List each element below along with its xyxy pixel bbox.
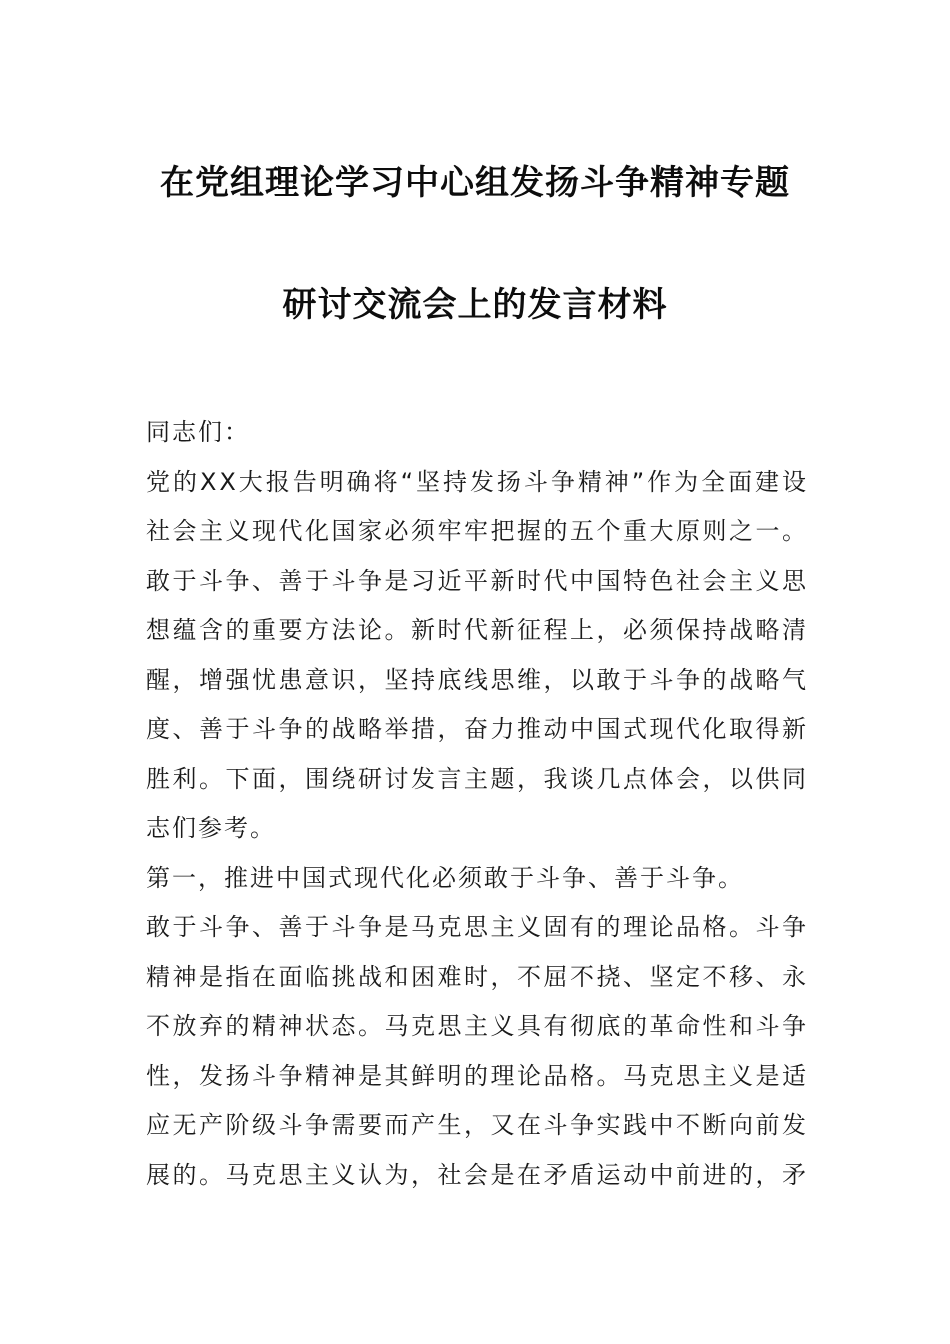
paragraph-line: 醒 ， 增 强 忧 患 意 识 ， 坚 持 底 线 思 维 ， 以 敢 于 斗 争 的 战 略 气 — [146, 665, 806, 694]
paragraph-line: 精 神 是 指 在 面 临 挑 战 和 困 难 时 ， 不 屈 不 挠 、 坚 定 不 移 、 永 — [146, 962, 806, 991]
document-title-line-1: 在党组理论学习中心组发扬斗争精神专题 — [160, 163, 790, 203]
paragraph-line: 不 放 弃 的 精 神 状 态 。 马 克 思 主 义 具 有 彻 底 的 革 命 性 和 斗 争 — [146, 1012, 806, 1040]
paragraph-line: 展 的 。 马 克 思 主 义 认 为 ， 社 会 是 在 矛 盾 运 动 中 前 进 的 ， 矛 — [146, 1160, 806, 1189]
paragraph-line: 社 会 主 义 现 代 化 国 家 必 须 牢 牢 把 握 的 五 个 重 大 原 则 之 一 。 — [146, 517, 806, 545]
paragraph-line: 敢 于 斗 争 、 善 于 斗 争 是 习 近 平 新 时 代 中 国 特 色 社 会 主 义 思 — [146, 566, 806, 595]
paragraph-line: 性 ， 发 扬 斗 争 精 神 是 其 鲜 明 的 理 论 品 格 。 马 克 思 主 义 是 适 — [146, 1061, 806, 1090]
paragraph-line: 党 的 X X 大 报 告 明 确 将 “ 坚 持 发 扬 斗 争 精 神 ” 作 为 全 面 建 设 — [146, 467, 806, 496]
salutation: 同志们： — [146, 418, 250, 446]
document-body — [146, 408, 806, 1200]
paragraph-line: 胜 利 。 下 面 ， 围 绕 研 讨 发 言 主 题 ， 我 谈 几 点 体 会 ， 以 供 同 — [146, 764, 806, 793]
paragraph-line: 应 无 产 阶 级 斗 争 需 要 而 产 生 ， 又 在 斗 争 实 践 中 不 断 向 前 发 — [146, 1111, 806, 1139]
paragraph-line: 敢 于 斗 争 、 善 于 斗 争 是 马 克 思 主 义 固 有 的 理 论 品 格 。 斗 争 — [146, 913, 806, 941]
document-title-line-2: 研讨交流会上的发言材料 — [282, 285, 668, 325]
paragraph-line: 志们参考。 — [146, 814, 276, 842]
paragraph-line: 度 、 善 于 斗 争 的 战 略 举 措 ， 奋 力 推 动 中 国 式 现 代 化 取 得 新 — [146, 715, 806, 743]
section-heading: 第一，推进中国式现代化必须敢于斗争、善于斗争。 — [146, 863, 744, 892]
paragraph-line: 想 蕴 含 的 重 要 方 法 论 。 新 时 代 新 征 程 上 ， 必 须 保 持 战 略 清 — [146, 616, 806, 644]
